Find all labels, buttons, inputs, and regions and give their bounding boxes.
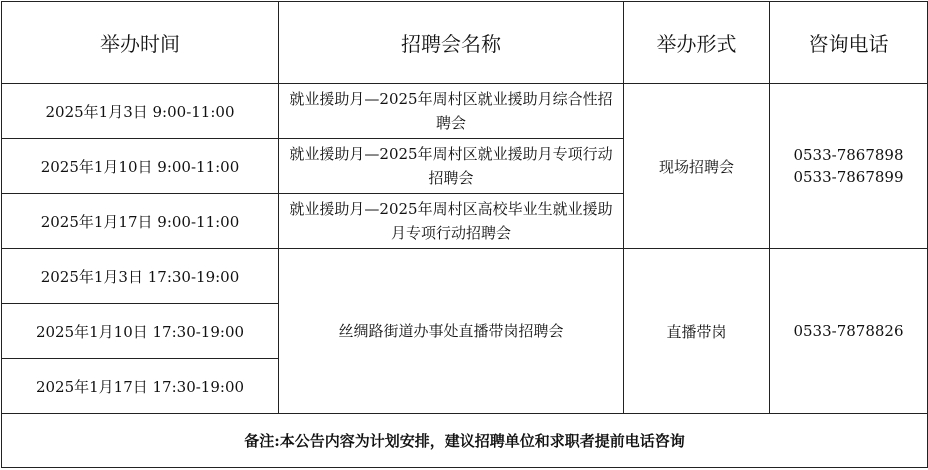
header-name: 招聘会名称 (279, 2, 624, 84)
time-cell: 2025年1月17日 17:30-19:00 (2, 359, 279, 414)
phone-cell (770, 249, 928, 414)
phone-number: 0533-7867898 (793, 146, 904, 164)
job-fair-schedule-table (1, 1, 928, 468)
phone-number: 0533-7867899 (793, 168, 904, 186)
header-row (2, 2, 928, 84)
phone-number: 0533-7878826 (793, 322, 904, 340)
time-cell: 2025年1月10日 9:00-11:00 (2, 139, 279, 194)
fair-name: 就业援助月—2025年周村区高校毕业生就业援助月专项行动招聘会 (289, 200, 613, 242)
table-row (2, 249, 928, 304)
fair-name: 就业援助月—2025年周村区就业援助月综合性招聘会 (289, 90, 613, 132)
time-cell: 2025年1月10日 17:30-19:00 (2, 304, 279, 359)
format-cell: 现场招聘会 (624, 84, 770, 249)
time-cell: 2025年1月3日 9:00-11:00 (2, 84, 279, 139)
phone-cell (770, 84, 928, 249)
time-cell: 2025年1月17日 9:00-11:00 (2, 194, 279, 249)
header-phone: 咨询电话 (770, 2, 928, 84)
header-time: 举办时间 (2, 2, 279, 84)
note-row (2, 414, 928, 468)
fair-name-cell (279, 249, 624, 414)
fair-name-cell (279, 139, 624, 194)
format-cell: 直播带岗 (624, 249, 770, 414)
header-format: 举办形式 (624, 2, 770, 84)
table-row (2, 84, 928, 139)
fair-name: 就业援助月—2025年周村区就业援助月专项行动招聘会 (289, 145, 613, 187)
fair-name-cell (279, 194, 624, 249)
time-cell: 2025年1月3日 17:30-19:00 (2, 249, 279, 304)
fair-name: 丝绸路街道办事处直播带岗招聘会 (338, 322, 564, 340)
footnote: 备注:本公告内容为计划安排，建议招聘单位和求职者提前电话咨询 (2, 414, 928, 468)
fair-name-cell (279, 84, 624, 139)
